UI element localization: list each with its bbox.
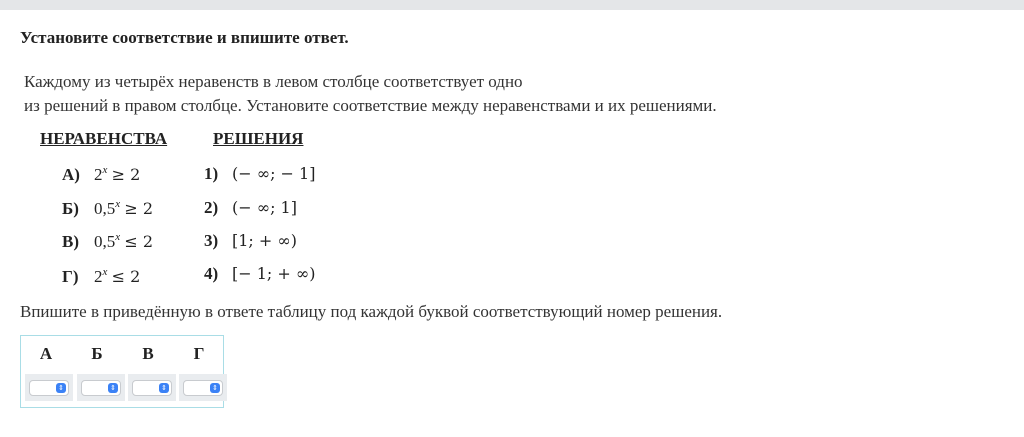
answer-select-a[interactable] [29, 380, 69, 396]
answer-letter-v: В [142, 344, 154, 363]
solution-interval: (− ∞; 1] [232, 198, 297, 217]
solution-2 [204, 198, 297, 218]
solution-interval: (− ∞; − 1] [232, 164, 316, 183]
inequality-exponent: x [115, 231, 121, 243]
up-down-chevron-icon: ⇕ [159, 383, 169, 393]
solution-label: 1) [204, 164, 219, 183]
answer-letter-a: А [39, 344, 53, 363]
inequality-relation: ≥ 2 [124, 199, 154, 218]
inequality-base: 0,5 [94, 199, 116, 218]
answer-select-g[interactable] [183, 380, 223, 396]
inequality-label: Б) [62, 199, 79, 218]
solution-interval: [− 1; + ∞) [232, 264, 316, 283]
solution-label: 4) [204, 264, 219, 283]
solutions-heading: РЕШЕНИЯ [213, 129, 304, 148]
description-line-1: Каждому из четырёх неравенств в левом столбце соответствует одно [24, 72, 523, 91]
inequality-base: 0,5 [94, 232, 116, 251]
inequality-relation: ≥ 2 [111, 165, 141, 184]
answer-select-v[interactable] [132, 380, 172, 396]
inequality-label: Г) [62, 267, 79, 286]
answer-instruction: Впишите в приведённую в ответе таблицу под каждой буквой соответствующий номер решения. [20, 302, 723, 321]
answer-cell-a [25, 374, 73, 401]
inequality-a [62, 164, 140, 185]
inequality-v [62, 231, 153, 252]
inequality-base: 2 [94, 267, 103, 286]
top-bar [0, 0, 1024, 10]
solution-interval: [1; + ∞) [232, 231, 297, 250]
solution-label: 2) [204, 198, 219, 217]
solution-1 [204, 164, 315, 184]
description-line-2: из решений в правом столбце. Установите соответствие между неравенствами и их решениями. [24, 96, 717, 115]
inequality-b [62, 198, 153, 219]
inequalities-heading: НЕРАВЕНСТВА [40, 129, 168, 148]
inequality-exponent: x [102, 266, 108, 278]
up-down-chevron-icon: ⇕ [210, 383, 220, 393]
inequality-exponent: x [115, 198, 121, 210]
inequality-label: В) [62, 232, 79, 251]
task-title: Установите соответствие и впишите ответ. [20, 28, 349, 47]
answer-cell-v [128, 374, 176, 401]
answer-select-b[interactable] [81, 380, 121, 396]
solution-3 [204, 231, 297, 251]
solution-label: 3) [204, 231, 219, 250]
up-down-chevron-icon: ⇕ [108, 383, 118, 393]
solution-4 [204, 264, 315, 284]
answer-letter-b: Б [91, 344, 103, 363]
answer-table [20, 335, 224, 408]
answer-cell-g [179, 374, 227, 401]
inequality-exponent: x [102, 164, 108, 176]
answer-cell-b [77, 374, 125, 401]
inequality-g [62, 266, 140, 287]
inequality-base: 2 [94, 165, 103, 184]
inequality-relation: ≤ 2 [124, 232, 154, 251]
answer-letter-g: Г [193, 344, 205, 363]
inequality-relation: ≤ 2 [111, 267, 141, 286]
inequality-label: А) [62, 165, 80, 184]
up-down-chevron-icon: ⇕ [56, 383, 66, 393]
task-description [24, 70, 717, 118]
